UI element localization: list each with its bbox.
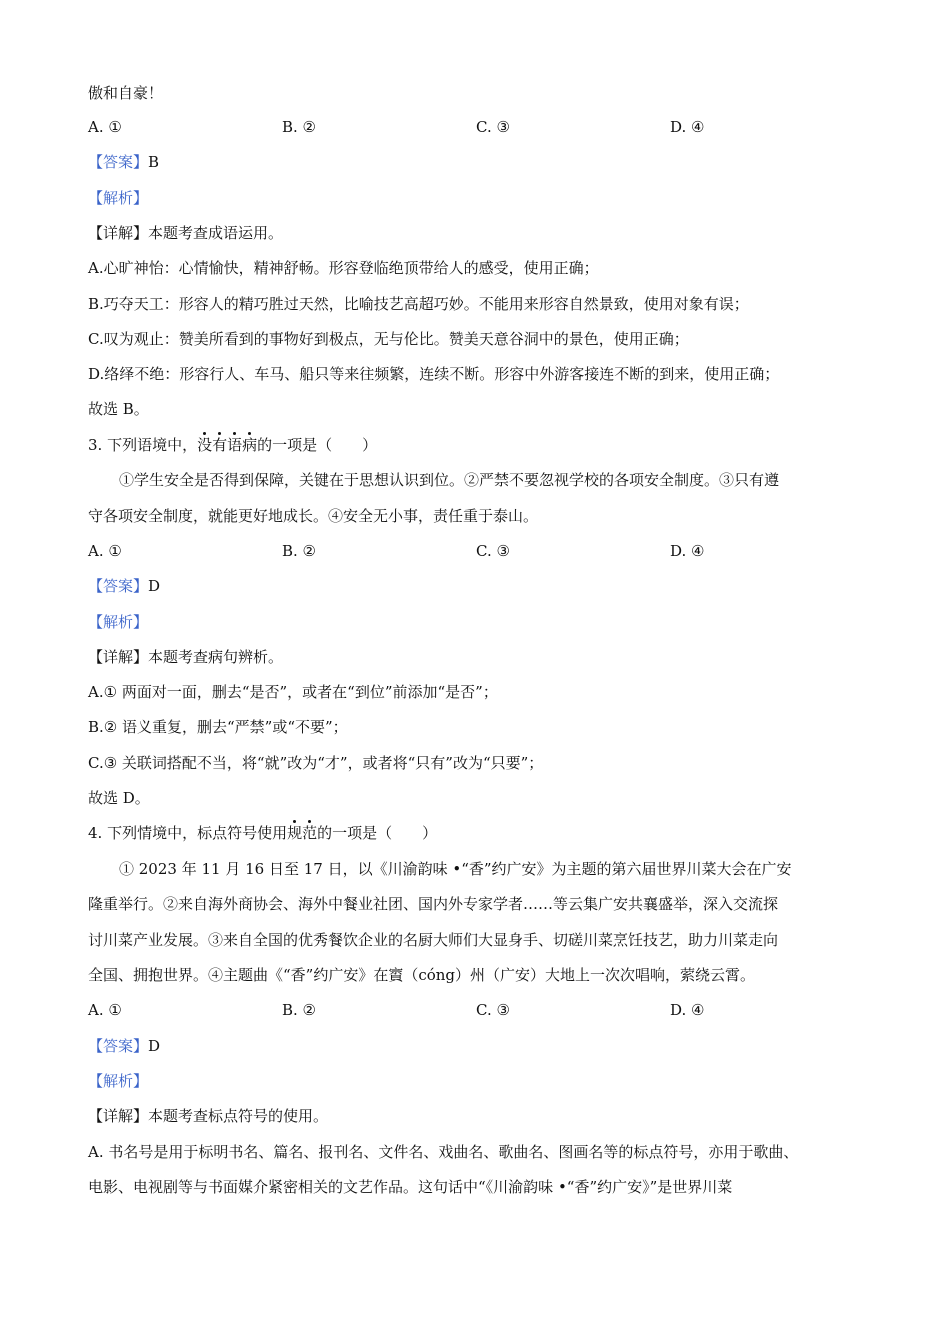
options-row-q3 bbox=[88, 541, 868, 561]
text-line: B.② 语义重复，删去“严禁”或“不要”； bbox=[88, 718, 348, 736]
text-line: A.心旷神怡：心情愉快，精神舒畅。形容登临绝顶带给人的感受，使用正确； bbox=[88, 259, 599, 277]
analysis-tag: 【解析】 bbox=[88, 189, 149, 207]
option-c: C. ③ bbox=[476, 1001, 510, 1019]
question-4-stem bbox=[88, 823, 437, 843]
analysis-tag: 【解析】 bbox=[88, 1072, 149, 1090]
text-line: 故选 D。 bbox=[88, 789, 150, 807]
text-line: 【详解】本题考查标点符号的使用。 bbox=[88, 1107, 329, 1125]
text-line: 傲和自豪！ bbox=[88, 84, 164, 102]
option-d: D. ④ bbox=[670, 542, 705, 560]
text-line: 守各项安全制度，就能更好地成长。④安全无小事，责任重于泰山。 bbox=[88, 507, 539, 525]
text-line: 电影、电视剧等与书面媒介紧密相关的文艺作品。这句话中“《川渝韵味 •“香”约广安》”是世界川菜 bbox=[88, 1178, 733, 1196]
emphasis-char: 有 bbox=[212, 436, 228, 454]
emphasis-char: 没 bbox=[197, 436, 213, 454]
stem-text: 的一项是（ ） bbox=[257, 436, 378, 454]
text-line: 故选 B。 bbox=[88, 400, 149, 418]
answer-tag: 【答案】 bbox=[88, 153, 149, 171]
text-line: 讨川菜产业发展。③来自全国的优秀餐饮企业的名厨大师们大显身手、切磋川菜烹饪技艺，助力川菜走向 bbox=[88, 931, 779, 949]
answer-tag: 【答案】 bbox=[88, 577, 149, 595]
text-line: B.巧夺天工：形容人的精巧胜过天然，比喻技艺高超巧妙。不能用来形容自然景致，使用对象有误； bbox=[88, 295, 749, 313]
option-a: A. ① bbox=[88, 542, 122, 560]
option-b: B. ② bbox=[282, 1001, 317, 1019]
question-3-stem bbox=[88, 435, 377, 455]
answer-tag: 【答案】 bbox=[88, 1037, 149, 1055]
emphasis-char: 范 bbox=[302, 824, 318, 842]
answer-value: B bbox=[148, 153, 160, 171]
answer-line-q2 bbox=[88, 152, 159, 172]
text-line: 全国、拥抱世界。④主题曲《“香”约广安》在賨（cóng）州（广安）大地上一次次唱响，萦绕云霄。 bbox=[88, 966, 756, 984]
text-line: 隆重举行。②来自海外商协会、海外中餐业社团、国内外专家学者……等云集广安共襄盛举，深入交流探 bbox=[88, 895, 779, 913]
option-a: A. ① bbox=[88, 1001, 122, 1019]
options-row-q2 bbox=[88, 117, 868, 137]
stem-text: 的一项是（ ） bbox=[317, 824, 438, 842]
option-c: C. ③ bbox=[476, 542, 510, 560]
option-b: B. ② bbox=[282, 542, 317, 560]
text-line: 【详解】本题考查病句辨析。 bbox=[88, 648, 284, 666]
option-d: D. ④ bbox=[670, 1001, 705, 1019]
answer-line-q3 bbox=[88, 576, 160, 596]
option-c: C. ③ bbox=[476, 118, 510, 136]
option-d: D. ④ bbox=[670, 118, 705, 136]
text-line: ① 2023 年 11 月 16 日至 17 日，以《川渝韵味 •“香”约广安》为主题的第六届世界川菜大会在广安 bbox=[119, 860, 792, 878]
text-line: 【详解】本题考查成语运用。 bbox=[88, 224, 284, 242]
stem-text: 3. 下列语境中， bbox=[88, 436, 198, 454]
text-line: D.络绎不绝：形容行人、车马、船只等来往频繁，连续不断。形容中外游客接连不断的到来，使用正确； bbox=[88, 365, 780, 383]
text-line: ①学生安全是否得到保障，关键在于思想认识到位。②严禁不要忽视学校的各项安全制度。③只有遵 bbox=[119, 471, 780, 489]
text-line: C.③ 关联词搭配不当，将“就”改为“才”，或者将“只有”改为“只要”； bbox=[88, 754, 544, 772]
option-a: A. ① bbox=[88, 118, 122, 136]
analysis-tag: 【解析】 bbox=[88, 613, 149, 631]
answer-value: D bbox=[148, 1037, 161, 1055]
answer-line-q4 bbox=[88, 1036, 160, 1056]
emphasis-char: 病 bbox=[242, 436, 258, 454]
emphasis-char: 规 bbox=[287, 824, 303, 842]
answer-value: D bbox=[148, 577, 161, 595]
option-b: B. ② bbox=[282, 118, 317, 136]
text-line: C.叹为观止：赞美所看到的事物好到极点，无与伦比。赞美天意谷洞中的景色，使用正确； bbox=[88, 330, 689, 348]
text-line: A.① 两面对一面，删去“是否”，或者在“到位”前添加“是否”； bbox=[88, 683, 498, 701]
text-line: A. 书名号是用于标明书名、篇名、报刊名、文件名、戏曲名、歌曲名、图画名等的标点符号，亦用于歌曲、 bbox=[88, 1143, 799, 1161]
emphasis-char: 语 bbox=[227, 436, 243, 454]
options-row-q4 bbox=[88, 1000, 868, 1020]
stem-text: 4. 下列情境中，标点符号使用 bbox=[88, 824, 288, 842]
